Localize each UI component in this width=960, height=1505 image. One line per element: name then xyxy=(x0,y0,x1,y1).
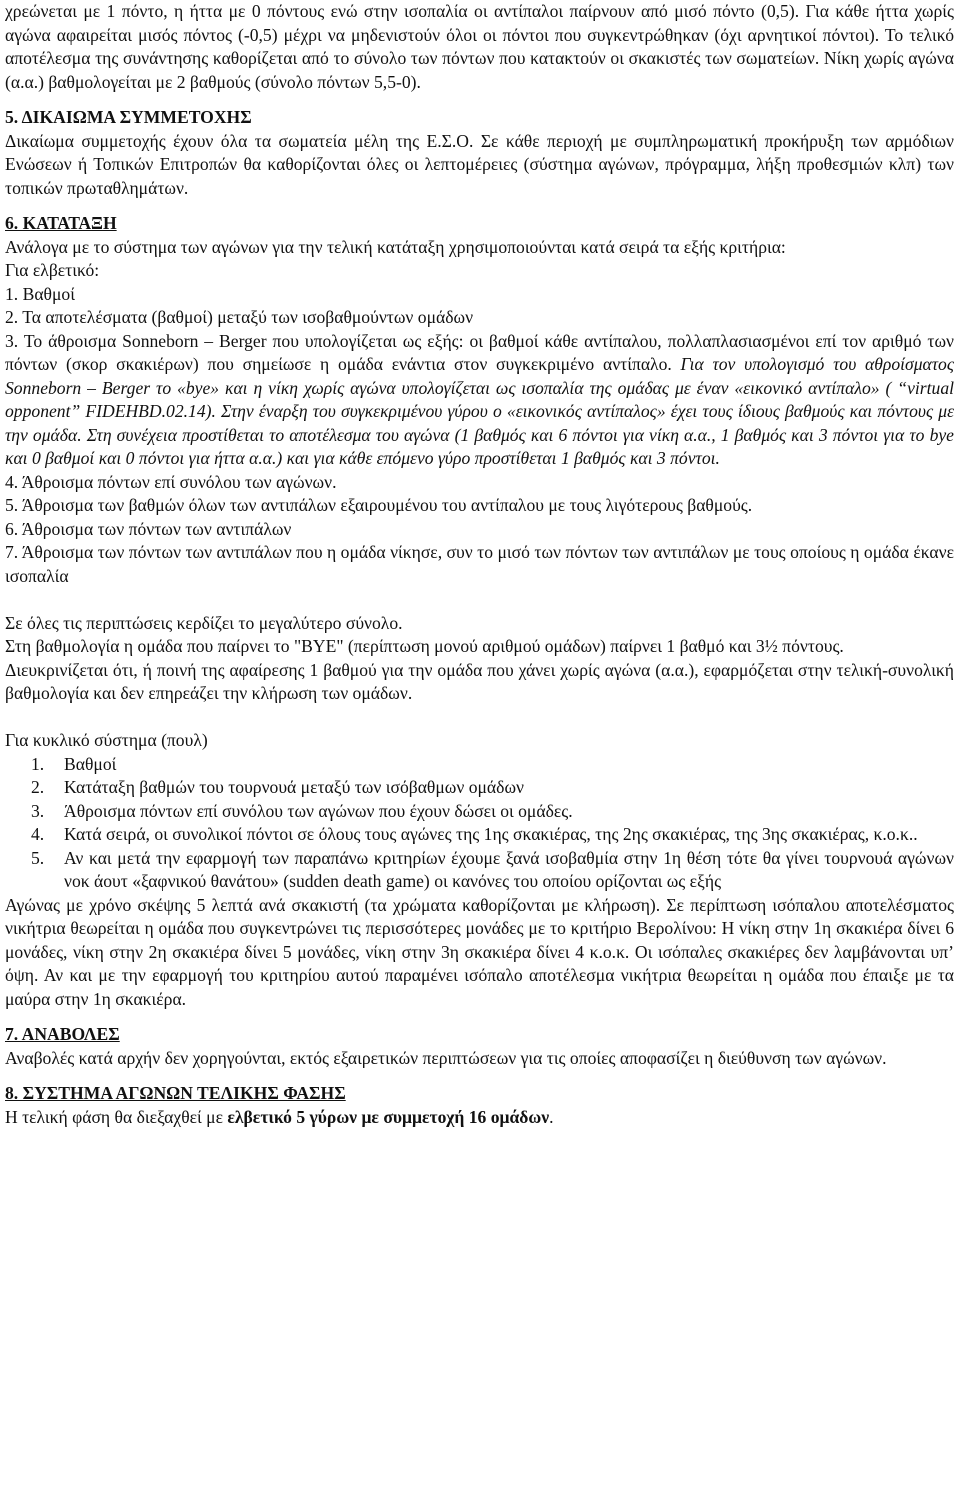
swiss-label: Για ελβετικό: xyxy=(5,260,100,280)
pool-criteria-list xyxy=(5,753,954,894)
sudden-death-rules: Αγώνας με χρόνο σκέψης 5 λεπτά ανά σκακιστή (τα χρώματα καθορίζονται με κλήρωση). Σε περίπτωση ισόπαλου αποτελέσματος νικήτρια θεωρείται η ομάδα που συγκεντρώνει τις περισσότερες μονάδες με το κριτήριο Βερολίνου: Η νίκη στην 1η σκακιέρα δίνει 6 μονάδες, νίκη στην 2η σκακιέρα δίνει 5 μονάδες, νίκη στην 3η σκακιέρα δίνει 4 κ.ο.κ. Οι ισόπαλες σκακιέρες δεν λαμβάνονται υπ’ όψη. Αν και με την εφαρμογή του κριτηρίου αυτού παραμένει ισόπαλο αποτέλεσμα νικήτρια θεωρείται η ομάδα που έπαιξε με τα μαύρα στην 1η σκακιέρα. xyxy=(5,894,954,1009)
list-item: 2. Κατάταξη βαθμών του τουρνουά μεταξύ των ισόβαθμων ομάδων xyxy=(31,777,524,797)
list-item: 1. Βαθμοί xyxy=(31,753,117,774)
list-item: 3. Άθροισμα πόντων επί συνόλου των αγώνων που έχουν δώσει οι ομάδες. xyxy=(31,800,573,821)
swiss-criterion-7: 7. Άθροισμα των πόντων των αντιπάλων που η ομάδα νίκησε, συν το μισό των πόντων των αντιπάλων με τους οποίους η ομάδα έκανε ισοπαλία xyxy=(5,542,954,586)
section-7-heading: 7. ΑΝΑΒΟΛΕΣ xyxy=(5,1024,120,1044)
section-6-heading: 6. ΚΑΤΑΤΑΞΗ xyxy=(5,213,117,233)
tie-rule: Σε όλες τις περιπτώσεις κερδίζει το μεγαλύτερο σύνολο. xyxy=(5,612,403,633)
swiss-criterion-3-text: 3. Το άθροισμα Sonneborn – Berger που υπολογίζεται ως εξής: οι βαθμοί κάθε αντίπαλου, πολλαπλασιασμένοι επί τον αριθμό των πόντων (σκορ σκακιέρων) που σημείωσε η ομάδα ενάντια στον συγκεκριμένο αντίπαλο. xyxy=(5,330,954,374)
swiss-criterion-2: 2. Τα αποτελέσματα (βαθμοί) μεταξύ των ισοβαθμούντων ομάδων xyxy=(5,307,474,327)
paragraph-scoring: χρεώνεται με 1 πόντο, η ήττα με 0 πόντους ενώ στην ισοπαλία οι αντίπαλοι παίρνουν από μισό πόντο (0,5). Για κάθε ήττα χωρίς αγώνα αφαιρείται μισός πόντος (-0,5) μέχρι να μηδενιστούν όλοι οι πόντοι που συγκεντρώθηκαν (όχι αρνητικοί πόντοι). Το τελικό αποτέλεσμα της συνάντησης καθορίζεται από το σύνολο των πόντων που κατακτούν οι σκακιστές των σωματείων. Νίκη χωρίς αγώνα (α.α.) βαθμολογείται με 2 βαθμούς (σύνολο πόντων 5,5-0). xyxy=(5,1,954,92)
list-item: 5. Αν και μετά την εφαρμογή των παραπάνω κριτηρίων έχουμε ξανά ισοβαθμία στην 1η θέση τότε θα γίνει τουρνουά αγώνων νοκ άουτ «ξαφνικού θανάτου» (sudden death game) οι κανόνες του οποίου ορίζονται ως εξής xyxy=(31,847,954,891)
section-7-text: Αναβολές κατά αρχήν δεν χορηγούνται, εκτός εξαιρετικών περιπτώσεων για τις οποίες αποφασίζει η διεύθυνση των αγώνων. xyxy=(5,1047,887,1068)
swiss-criterion-3-note: Για τον υπολογισμό του αθροίσματος Sonneborn – Berger το «bye» και η νίκη χωρίς αγώνα υπολογίζεται ως ισοπαλία της ομάδας με έναν «εικονικό αντίπαλο» ( “virtual opponent” FIDEHBD.02.14). Στην έναρξη του συγκεκριμένου γύρου ο «εικονικός αντίπαλος» έχει τους ίδιους βαθμούς και πόντους με την ομάδα. Στη συνέχεια προστίθεται το αποτέλεσμα του αγώνα (1 βαθμός και 6 πόντοι για νίκη α.α., 1 βαθμός και 3 πόντοι για το bye και 0 βαθμοί και 0 πόντοι για ήττα α.α.) και για κάθε επόμενο γύρο προστίθεται 1 βαθμός και 3 πόντοι. xyxy=(5,354,954,468)
pool-label: Για κυκλικό σύστημα (πουλ) xyxy=(5,730,208,750)
format-emphasis: ελβετικό 5 γύρων xyxy=(227,1106,358,1127)
section-8-heading: 8. ΣΥΣΤΗΜΑ ΑΓΩΝΩΝ ΤΕΛΙΚΗΣ ΦΑΣΗΣ xyxy=(5,1083,346,1103)
bye-rule: Στη βαθμολογία η ομάδα που παίρνει το "BYE" (περίπτωση μονού αριθμού ομάδων) παίρνει 1 βαθμό και 3½ πόντους. xyxy=(5,636,844,656)
swiss-criterion-6: 6. Άθροισμα των πόντων των αντιπάλων xyxy=(5,518,292,539)
section-6-intro: Ανάλογα με το σύστημα των αγώνων για την τελική κατάταξη χρησιμοποιούνται κατά σειρά τα εξής κριτήρια: xyxy=(5,236,786,257)
section-8-text: Η τελική φάση θα διεξαχθεί με ελβετικό 5 γύρων με συμμετοχή 16 ομάδων. xyxy=(5,1106,554,1127)
section-5-text: Δικαίωμα συμμετοχής έχουν όλα τα σωματεία μέλη της Ε.Σ.Ο. Σε κάθε περιοχή με συμπληρωματική προκήρυξη των αρμόδιων Ενώσεων ή Τοπικών Επιτροπών θα καθορίζονται όλες οι λεπτομέρειες (σύστημα αγώνων, πρόγραμμα, λήξη προθεσμιών κλπ) των τοπικών πρωταθλημάτων. xyxy=(5,130,954,198)
clarification: Διευκρινίζεται ότι, ή ποινή της αφαίρεσης 1 βαθμού για την ομάδα που χάνει χωρίς αγώνα (α.α.), εφαρμόζεται στην τελική-συνολική βαθμολογία και δεν επηρεάζει την κλήρωση των ομάδων. xyxy=(5,659,954,703)
swiss-criterion-4: 4. Άθροισμα πόντων επί συνόλου των αγώνων. xyxy=(5,471,337,492)
swiss-criterion-5: 5. Άθροισμα των βαθμών όλων των αντιπάλων εξαιρουμένου του αντίπαλου με τους λιγότερους βαθμούς. xyxy=(5,495,753,515)
list-item: 4. Κατά σειρά, οι συνολικοί πόντοι σε όλους τους αγώνες της 1ης σκακιέρας, της 2ης σκακιέρας, της 3ης σκακιέρας, κ.ο.κ.. xyxy=(31,824,918,844)
swiss-criterion-3 xyxy=(5,330,954,471)
teams-emphasis: συμμετοχή 16 ομάδων xyxy=(383,1106,550,1127)
swiss-criterion-1: 1. Βαθμοί xyxy=(5,283,75,304)
section-5-heading: 5. ΔΙΚΑΙΩΜΑ ΣΥΜΜΕΤΟΧΗΣ xyxy=(5,107,252,127)
